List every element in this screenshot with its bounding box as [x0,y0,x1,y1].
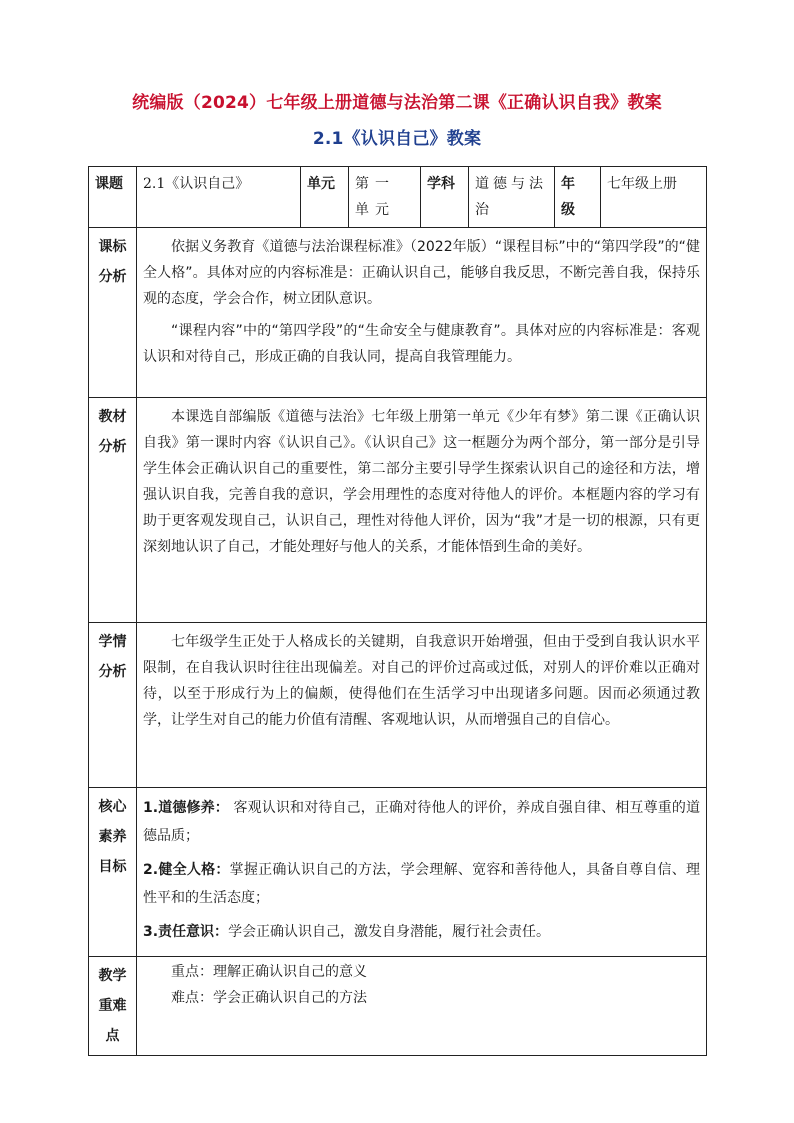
core-item: 2.健全人格：掌握正确认识自己的方法，学会理解、宽容和善待他人，具备自尊自信、理性平和的生活态度； [143,862,701,906]
topic-label: 课题 [89,167,137,228]
curriculum-paragraph: “课程内容”中的“第四学段”的“生命安全与健康教育”。具体对应的内容标准是：客观认识和对待自己，形成正确的自我认同，提高自我管理能力。 [143,323,700,365]
textbook-content [137,398,707,623]
textbook-label: 教材分析 [89,398,137,623]
lesson-plan-table [88,166,707,1056]
document-title: 统编版（2024）七年级上册道德与法治第二课《正确认识自我》教案 [132,93,662,113]
key-points-content [137,957,707,1056]
core-item: 1.道德修养： 客观认识和对待自己，正确对待他人的评价，养成自强自律、相互尊重的道德品质； [143,800,700,844]
core-item: 3.责任意识：学会正确认识自己，激发自身潜能，履行社会责任。 [143,924,551,940]
students-paragraph: 七年级学生正处于人格成长的关键期，自我意识开始增强，但由于受到自我认识水平限制，在自我认识时往往出现偏差。对自己的评价过高或过低，对别人的评价难以正确对待，以至于形成行为上的偏颇，使得他们在生活学习中出现诸多问题。因而必须通过教学，让学生对自己的能力价值有清醒、客观地认识，从而增强自己的自信心。 [143,634,700,728]
grade-label: 年级 [555,167,601,228]
header-row [89,167,707,228]
unit-value: 第一单元 [349,167,421,228]
students-label: 学情分析 [89,623,137,788]
unit-label: 单元 [301,167,349,228]
core-row [89,788,707,957]
key-point-line: 重点：理解正确认识自己的意义 [171,964,367,980]
core-content [137,788,707,957]
core-label: 核心素养目标 [89,788,137,957]
curriculum-label: 课标分析 [89,228,137,398]
difficult-point-line: 难点：学会正确认识自己的方法 [171,990,367,1006]
curriculum-paragraph: 依据义务教育《道德与法治课程标准》（2022年版）“课程目标”中的“第四学段”的“健全人格”。具体对应的内容标准是：正确认识自己，能够自我反思，不断完善自我，保持乐观的态度，学会合作，树立团队意识。 [143,239,700,307]
curriculum-row [89,228,707,398]
textbook-row [89,398,707,623]
document-subtitle: 2.1《认识自己》教案 [312,129,482,149]
subject-value: 道德与法治 [469,167,555,228]
grade-value: 七年级上册 [601,167,707,228]
topic-value: 2.1《认识自己》 [137,167,301,228]
textbook-paragraph: 本课选自部编版《道德与法治》七年级上册第一单元《少年有梦》第二课《正确认识自我》第一课时内容《认识自己》。《认识自己》这一框题分为两个部分，第一部分是引导学生体会正确认识自己的重要性，第二部分主要引导学生探索认识自己的途径和方法，增强认识自我，完善自我的意识，学会用理性的态度对待他人的评价。本框题内容的学习有助于更客观发现自己，认识自己，理性对待他人评价，因为“我”才是一切的根源，只有更深刻地认识了自己，才能处理好与他人的关系，才能体悟到生命的美好。 [143,409,700,555]
key-points-row [89,957,707,1056]
curriculum-content [137,228,707,398]
students-content [137,623,707,788]
subject-label: 学科 [421,167,469,228]
key-points-label: 教学重难点 [89,957,137,1056]
students-row [89,623,707,788]
